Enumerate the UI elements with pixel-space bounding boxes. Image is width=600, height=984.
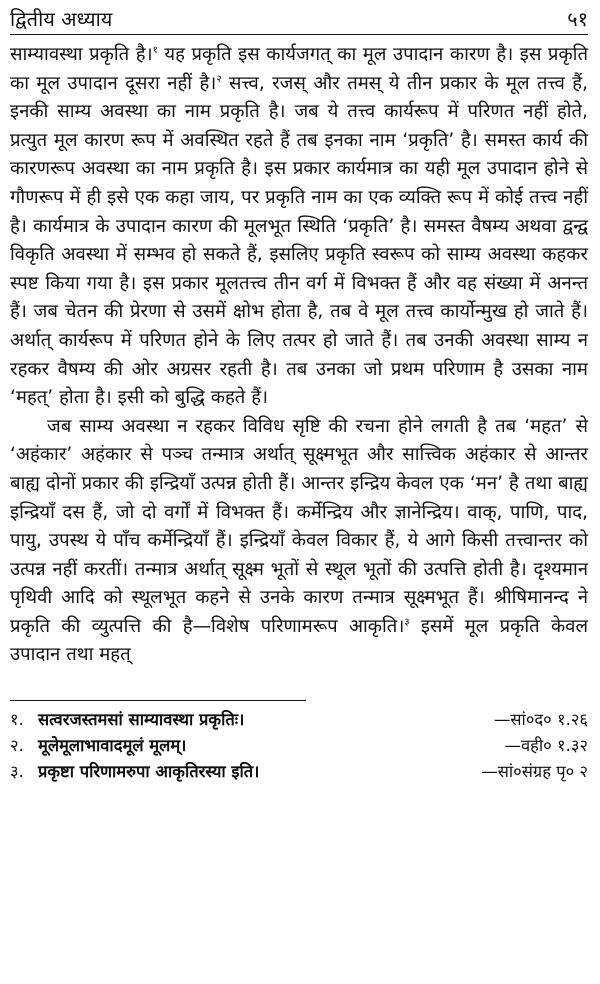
footnote-number: २.	[10, 736, 24, 756]
footnote-rule	[10, 700, 306, 701]
page-number: ५१	[567, 7, 588, 31]
footnote-text: प्रकृष्टा परिणामरुपा आकृतिरस्या इति।	[38, 762, 260, 782]
body-text	[10, 41, 588, 670]
header-rule	[10, 34, 588, 35]
footnote-text: मूलेमूलाभावादमूलं मूलम्।	[38, 736, 187, 756]
paragraph-1-text-a: साम्यावस्था प्रकृति है।	[10, 44, 153, 65]
footnote-number: १.	[10, 710, 24, 730]
footnote-item	[10, 759, 588, 785]
paragraph-1-text-c: सत्त्व, रजस् और तमस् ये तीन प्रकार के मूल तत्त्व हैं, इनकी साम्य अवस्था का नाम प्रकृति है। जब ये तत्त्व कार्यरूप में परिणत नहीं होते, प्रत्युत मूल कारण रूप में अवस्थित रहते हैं तब इनका नाम ‘प्रकृति’ है। समस्त कार्य की कारणरूप अवस्था का नाम प्रकृति है। इस प्रकार कार्यमात्र का यही मूल उपादान होने से गौणरूप में ही इसे एक कहा जाय, पर प्रकृति नाम का एक व्यक्ति रूप में कोई तत्त्व नहीं है। कार्यमात्र के उपादान कारण की मूलभूत स्थिति ‘प्रकृति’ है। समस्त वैषम्य अथवा द्वन्द्व विकृति अवस्था में सम्भव हो सकते हैं, इसलिए प्रकृति स्वरूप को साम्य अवस्था कहकर स्पष्ट किया गया है। इस प्रकार मूलतत्त्व तीन वर्ग में विभक्त हैं और वह संख्या में अनन्त हैं। जब चेतन की प्रेरणा से उसमें क्षोभ होता है, तब वे मूल तत्त्व कार्योन्मुख हो जाते हैं। अर्थात् कार्यरूप में परिणत होने के लिए तत्पर हो जाते हैं। तब उनकी अवस्था साम्य न रहकर वैषम्य की ओर अग्रसर रहती है। तब उनका जो प्रथम परिणाम है उसका नाम ‘महत्’ होता है। इसी को बुद्धि कहते हैं।	[10, 72, 589, 409]
paragraph-2-text-b: इसमें मूल प्रकृति केवल उपादान तथा महत्	[10, 615, 588, 666]
running-header	[10, 6, 588, 32]
footnote-item	[10, 707, 588, 733]
chapter-title: द्वितीय अध्याय	[10, 7, 113, 31]
footnote-number: ३.	[10, 762, 24, 782]
paragraph-1-text-b: यह प्रकृति इस कार्यजगत् का मूल उपादान कारण है। इस प्रकृति का मूल उपादान दूसरा नहीं है।	[10, 44, 588, 94]
footnote-text: सत्वरजस्तमसां साम्यावस्था प्रकृतिः।	[38, 710, 245, 730]
footnotes	[10, 707, 588, 785]
paragraph-1	[10, 41, 588, 413]
footnote-item	[10, 733, 588, 759]
footnote-ref-2: २	[216, 73, 222, 85]
paragraph-2-text-a: जब साम्य अवस्था न रहकर विविध सृष्टि की रचना होने लगती है तब ‘महत’ से ‘अहंकार’ अहंकार से पञ्च तन्मात्र अर्थात् सूक्ष्मभूत और सात्त्विक अहंकार से आन्तर बाह्य दोनों प्रकार की इन्द्रियाँ उत्पन्न होती हैं। आन्तर इन्द्रिय केवल एक ‘मन’ है तथा बाह्य इन्द्रियाँ दस हैं, जो दो वर्गों में विभक्त हैं। कर्मेन्द्रिय और ज्ञानेन्द्रिय। वाक्, पाणि, पाद, पायु, उपस्थ ये पाँच कर्मेन्द्रियाँ हैं। इन्द्रियाँ केवल विकार हैं, ये आगे किसी तत्त्वान्तर को उत्पन्न नहीं करतीं। तन्मात्र अर्थात् सूक्ष्म भूतों से स्थूल भूतों की उत्पत्ति होती है। दृश्यमान पृथिवी आदि को स्थूलभूत कहने से उनके कारण तन्मात्र सूक्ष्मभूत हैं। श्रीषिमानन्द ने प्रकृति की व्युत्पत्ति की है—विशेष परिणामरूप आकृति।	[10, 415, 588, 637]
footnote-source: —सां०संग्रह पृ० २	[481, 762, 588, 782]
footnote-source: —सां०द० १.२६	[493, 710, 588, 730]
paragraph-2	[10, 413, 588, 670]
footnote-ref-1: १	[152, 44, 158, 56]
footnote-ref-3: ३	[404, 616, 410, 628]
footnote-source: —वही० १.३२	[504, 736, 588, 756]
